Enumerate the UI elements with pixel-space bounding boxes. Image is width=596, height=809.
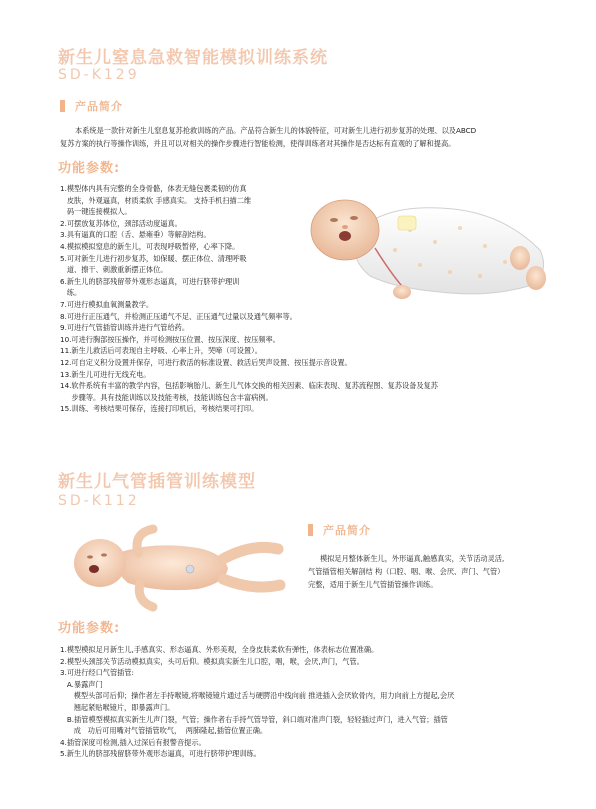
- product2-intro-label: 产品简介: [323, 524, 371, 537]
- intro-line: 气管插管相关解剖结 构（口腔、咽、喉、会厌、声门、气管）: [308, 567, 505, 576]
- heading-bar-icon: [308, 524, 313, 536]
- product1-model: SD-K129: [58, 67, 140, 83]
- heading-bar-icon: [60, 100, 65, 112]
- feature-item: B.插管模型模拟真实新生儿声门裂，气管；操作者右手持气管导管，斜口端对准声门裂，轻轻插过声门，进入气管；插管: [60, 714, 448, 724]
- feature-item: 14.软件系统有丰富的教学内容，包括影响胎儿、新生儿气体交换的相关因素、临床表现、复苏流程图、复苏设备及复苏: [60, 381, 438, 391]
- feature-item: 码一键连接模拟人。: [60, 207, 132, 217]
- product2-intro-heading: [308, 522, 371, 538]
- feature-item: 2.模型头颈部关节活动模拟真实，头可后仰。模拟真实新生儿口腔，咽，喉，会厌,声门，气管。: [60, 656, 364, 666]
- feature-item: 6.新生儿的脐部残留带外观形态逼真，可进行脐带护理训: [60, 276, 240, 286]
- product2-model: SD-K112: [58, 493, 140, 509]
- product1-intro-heading: [60, 98, 123, 114]
- feature-item: 道、擦干、刺激重新摆正体位。: [60, 265, 168, 275]
- product1-feature-list: [60, 183, 560, 415]
- feature-item: 7.可进行模拟血氧测量教学。: [60, 299, 154, 309]
- feature-item: 5.新生儿的脐部残留脐带外观形态逼真，可进行脐带护理训练。: [60, 749, 261, 759]
- intro-line: 本系统是一款针对新生儿窒息复苏抢救训练的产品。产品符合新生儿的体貌特征，可对新生儿进行初步复苏的处理、以及ABCD: [75, 126, 477, 135]
- feature-item: 8.可进行正压通气，并检测正压通气不足、正压通气过量以及通气频率等。: [60, 311, 297, 321]
- product2-title: 新生儿气管插管训练模型: [58, 472, 256, 492]
- intro-line: 完整，适用于新生儿气管插管操作训练。: [308, 580, 438, 589]
- feature-item: 12.可自定义积分设置并保存，可进行救活的标准设置、救活后哭声设置、按压提示音设置。: [60, 357, 352, 367]
- intro-line: 模拟足月整体新生儿，外形逼真,触感真实，关节活动灵活,: [320, 554, 505, 563]
- feature-item: 步骤等。具有技能训练以及技能考核，技能训练包含丰富病例。: [60, 392, 273, 402]
- feature-item: 翘起紧贴喉镜片，即暴露声门。: [60, 702, 175, 712]
- product1-func-label: 功能参数:: [58, 161, 121, 176]
- product2-feature-list: [60, 644, 570, 760]
- feature-item: 皮肤，外观逼真，材质柔软 手感真实。 支持手机扫描二维: [60, 195, 252, 205]
- feature-item: 2.可摆放复苏体位，颈部活动度逼真。: [60, 218, 182, 228]
- feature-item: 3.可进行经口气管插管:: [60, 668, 134, 678]
- feature-item: 10.可进行胸部按压操作，并可检测按压位置、按压深度、按压频率。: [60, 334, 280, 344]
- product1-title: 新生儿窒息急救智能模拟训练系统: [58, 48, 328, 68]
- feature-item: 4.插管深度可检测,插入过深后有报警音提示。: [60, 737, 206, 747]
- feature-item: 1.模型模拟足月新生儿,手感真实、形态逼真、外形美观，全身皮肤柔软有弹性，体表标志位置准确。: [60, 645, 379, 654]
- feature-item: 4.模拟模拟窒息的新生儿，可表现呼吸暂停，心率下降。: [60, 241, 240, 251]
- feature-item: 模型头部可后仰；操作者左手持喉镜,将喉镜镜片通过舌与硬腭沿中线向前 推进插入会厌软骨内，用力向前上方提起,会厌: [60, 691, 455, 701]
- product1-intro-label: 产品简介: [75, 100, 123, 113]
- feature-item: 9.可进行气管插管训练并进行气管给药。: [60, 323, 190, 333]
- feature-item: 5.可对新生儿进行初步复苏，如保暖、摆正体位、清理呼吸: [60, 253, 247, 263]
- feature-item: 练。: [60, 288, 82, 298]
- product2-func-label: 功能参数:: [58, 621, 121, 636]
- intro-line: 复苏方案的执行等操作训练，并且可以对相关的操作步骤进行智能检测，使得训练者对其操作是否达标有直观的了解和提高。: [60, 139, 456, 148]
- feature-item: 3.具有逼真的口腔（舌、悬雍垂）等解剖结构。: [60, 230, 211, 240]
- feature-item: 1.模型体内具有完整的全身骨骼，体表无缝包裹柔韧的仿真: [60, 184, 247, 193]
- product2-manikin-image: [58, 523, 288, 615]
- feature-item: 13.新生儿可进行无线充电。: [60, 369, 151, 379]
- feature-item: A.暴露声门: [60, 679, 103, 689]
- feature-item: 成 功后可用嘴对气管插管吹气， 两肺隆起,插管位置正确。: [60, 726, 268, 736]
- intubation-manikin-figure: [58, 523, 288, 615]
- feature-item: 15.训练、考核结果可保存，连接打印机后，考核结果可打印。: [60, 404, 259, 414]
- product1-intro-text: [60, 124, 560, 150]
- product2-intro-text: [308, 552, 566, 591]
- feature-item: 11.新生儿救活后可表现自主呼吸、心率上升，哭啼（可设置）。: [60, 346, 262, 356]
